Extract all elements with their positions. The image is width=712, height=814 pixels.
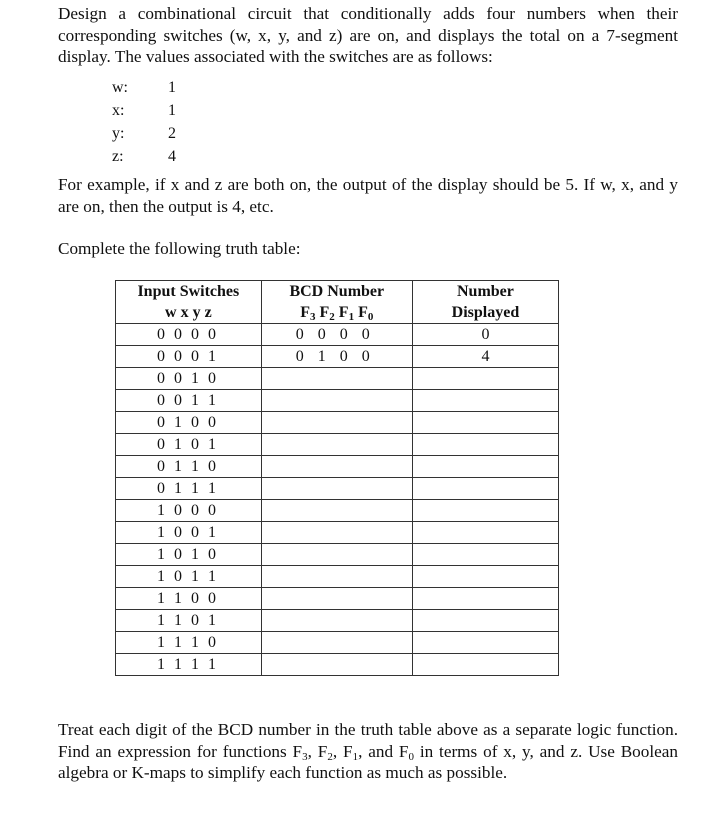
switch-name: z: [112, 148, 124, 166]
switch-value-row [112, 146, 182, 169]
table-row [116, 632, 559, 654]
table-row [116, 456, 559, 478]
number-displayed-cell [412, 588, 558, 610]
switch-value-row [112, 122, 182, 145]
input-switches-cell: 1 1 1 0 [116, 632, 262, 654]
input-switches-cell: 0 1 1 1 [116, 478, 262, 500]
input-switches-cell: 0 0 1 0 [116, 368, 262, 390]
switch-value-list [112, 76, 182, 169]
f0-label: F [358, 303, 368, 321]
number-displayed-cell [412, 434, 558, 456]
switch-value: 2 [168, 124, 176, 142]
switch-value: 1 [168, 101, 176, 119]
switch-name: y: [112, 124, 125, 142]
treat-text: Treat each digit of the BCD number in the truth table above as a separate logic function. Find an expression for functions F [58, 720, 678, 761]
number-displayed-cell [412, 566, 558, 588]
input-switches-cell: 1 1 0 1 [116, 610, 262, 632]
table-row [116, 478, 559, 500]
instruction-text: Complete the following truth table: [58, 239, 301, 258]
switch-value: 1 [168, 78, 176, 96]
table-row [116, 368, 559, 390]
table-row [116, 500, 559, 522]
f0-subscript: 0 [367, 310, 374, 323]
treat-text: , F [332, 741, 353, 761]
bcd-cell [261, 610, 412, 632]
bcd-cell [261, 544, 412, 566]
header-number: Number [412, 281, 558, 303]
number-displayed-cell [412, 456, 558, 478]
table-row [116, 588, 559, 610]
number-displayed-cell [412, 368, 558, 390]
f1-label: F [338, 303, 349, 321]
bcd-cell [261, 478, 412, 500]
input-switches-cell: 0 0 1 1 [116, 390, 262, 412]
number-displayed-cell [412, 478, 558, 500]
switch-value: 4 [168, 148, 176, 166]
treat-text: , F [307, 741, 328, 761]
number-displayed-cell [412, 500, 558, 522]
header-bcd-number: BCD Number [261, 281, 412, 303]
number-displayed-cell: 0 [412, 324, 558, 346]
treat-subscript: 1 [352, 750, 359, 763]
f2-subscript: 2 [329, 310, 335, 323]
input-switches-cell: 1 0 0 1 [116, 522, 262, 544]
input-switches-cell: 0 1 0 1 [116, 434, 262, 456]
bcd-cell [261, 434, 412, 456]
table-row [116, 324, 559, 346]
truth-table [115, 280, 559, 676]
subheader-displayed: Displayed [412, 302, 558, 324]
table-row [116, 346, 559, 368]
number-displayed-cell [412, 632, 558, 654]
table-subheader-row [116, 302, 559, 324]
treat-subscript: 2 [327, 750, 333, 763]
input-switches-cell: 0 1 1 0 [116, 456, 262, 478]
f3-subscript: 3 [310, 310, 316, 323]
input-switches-cell: 0 0 0 1 [116, 346, 262, 368]
table-row [116, 654, 559, 676]
table-row [116, 390, 559, 412]
bcd-cell [261, 566, 412, 588]
subheader-f-bits [261, 302, 412, 324]
input-switches-cell: 0 1 0 0 [116, 412, 262, 434]
number-displayed-cell: 4 [412, 346, 558, 368]
bcd-cell: 0 1 0 0 [261, 346, 412, 368]
example-text: For example, if x and z are both on, the output of the display should be 5. If w, x, and y are on, then the output is 4, etc. [58, 175, 678, 216]
f3-label: F [300, 303, 311, 321]
bcd-cell [261, 654, 412, 676]
input-switches-cell: 1 1 1 1 [116, 654, 262, 676]
number-displayed-cell [412, 412, 558, 434]
table-row [116, 544, 559, 566]
table-row [116, 566, 559, 588]
bcd-cell [261, 500, 412, 522]
treat-subscript: 3 [302, 750, 308, 763]
switch-value-row [112, 99, 182, 122]
bcd-cell [261, 632, 412, 654]
treat-instructions [58, 719, 678, 784]
input-switches-cell: 0 0 0 0 [116, 324, 262, 346]
problem-intro: Design a combinational circuit that conditionally adds four numbers when their corresponding switches (w, x, y, and z) are on, and displays the total on a 7-segment display. The values associated with the switches are as follows: [58, 4, 678, 66]
bcd-cell [261, 368, 412, 390]
input-switches-cell: 1 1 0 0 [116, 588, 262, 610]
bcd-cell [261, 412, 412, 434]
bcd-cell [261, 522, 412, 544]
bcd-cell [261, 390, 412, 412]
treat-text: , and F [358, 741, 409, 761]
f1-subscript: 1 [348, 310, 355, 323]
input-switches-cell: 1 0 0 0 [116, 500, 262, 522]
number-displayed-cell [412, 654, 558, 676]
bcd-cell [261, 588, 412, 610]
switch-value-row [112, 76, 182, 99]
treat-text: in terms of x, y, and z. Use Boolean algebra or K-maps to simplify each function as much as possible. [58, 741, 678, 782]
table-row [116, 610, 559, 632]
bcd-cell [261, 456, 412, 478]
f2-label: F [319, 303, 330, 321]
treat-subscript: 0 [408, 750, 414, 763]
table-header-row [116, 281, 559, 303]
bcd-cell: 0 0 0 0 [261, 324, 412, 346]
table-row [116, 434, 559, 456]
number-displayed-cell [412, 390, 558, 412]
input-switches-cell: 1 0 1 1 [116, 566, 262, 588]
switch-name: x: [112, 101, 125, 119]
subheader-wxyz: w x y z [116, 302, 262, 324]
number-displayed-cell [412, 544, 558, 566]
table-row [116, 522, 559, 544]
number-displayed-cell [412, 610, 558, 632]
header-input-switches: Input Switches [116, 281, 262, 303]
table-row [116, 412, 559, 434]
input-switches-cell: 1 0 1 0 [116, 544, 262, 566]
switch-name: w: [112, 78, 128, 96]
number-displayed-cell [412, 522, 558, 544]
